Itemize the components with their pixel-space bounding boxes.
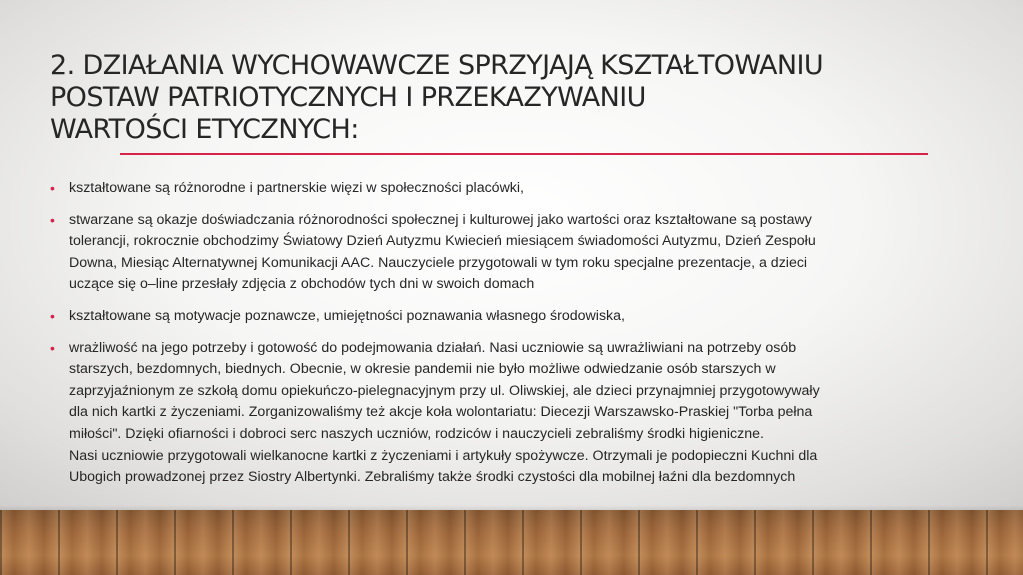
slide-title xyxy=(50,50,970,146)
wooden-floor-decoration xyxy=(0,510,1023,575)
bullet-marker: • xyxy=(50,339,55,356)
bullet-text-line: kształtowane są motywacje poznawcze, umiejętności poznawania własnego środowiska, xyxy=(69,307,625,324)
bullet-text-line: miłości". Dzięki ofiarności i dobroci serc naszych uczniów, rodziców i nauczycieli zebraliśmy środki higieniczne. xyxy=(69,425,764,442)
bullet-item xyxy=(50,210,950,296)
bullet-item xyxy=(50,338,950,489)
title-divider xyxy=(120,153,928,155)
bullet-marker: • xyxy=(50,180,55,196)
bullet-text-line: dla nich kartki z życzeniami. Zorganizowaliśmy też akcje koła wolontariatu: Diecezji Warszawsko-Praskiej "Torba pełna xyxy=(69,404,813,421)
slide-title-line: WARTOŚCI ETYCZNYCH: xyxy=(50,114,359,145)
bullet-text-line: Downa, Miesiąc Alternatywnej Komunikacji AAC. Nauczyciele przygotowali w tym roku specjalne prezentacje, a dzieci xyxy=(69,254,808,271)
bullet-text-line: stwarzane są okazje doświadczania różnorodności społecznej i kulturowej jako wartości oraz kształtowane są postawy xyxy=(69,211,812,228)
bullet-marker: • xyxy=(50,307,55,324)
bullet-item xyxy=(50,178,950,200)
slide-title-line: POSTAW PATRIOTYCZNYCH I PRZEKAZYWANIU xyxy=(50,82,646,113)
bullet-text-line: uczące się o–line przesłały zdjęcia z obchodów tych dni w swoich domach xyxy=(69,276,535,293)
bullet-marker: • xyxy=(50,211,55,228)
slide-title-line: 2. DZIAŁANIA WYCHOWAWCZE SPRZYJAJĄ KSZTAŁTOWANIU xyxy=(50,50,824,81)
bullet-list xyxy=(50,178,950,499)
bullet-text-line: tolerancji, rokrocznie obchodzimy Światowy Dzień Autyzmu Kwiecień miesiącem świadomości Autyzmu, Dzień Zespołu xyxy=(69,233,816,250)
bullet-item xyxy=(50,306,950,328)
bullet-text-line: wrażliwość na jego potrzeby i gotowość do podejmowania działań. Nasi uczniowie są uwrażliwiani na potrzeby osób xyxy=(69,339,797,356)
bullet-text-line: starszych, bezdomnych, biednych. Obecnie, w okresie pandemii nie było możliwe odwiedzanie osób starszych w xyxy=(69,361,776,378)
bullet-text-line: Nasi uczniowie przygotowali wielkanocne kartki z życzeniami i artykuły spożywcze. Otrzymali je podopieczni Kuchni dla xyxy=(69,447,818,464)
bullet-text-line: kształtowane są różnorodne i partnerskie więzi w społeczności placówki, xyxy=(69,180,524,196)
bullet-text-line: zaprzyjaźnionym ze szkołą domu opiekuńczo-pielegnacyjnym przy ul. Oliwskiej, ale dzieci przynajmniej przygotowywały xyxy=(69,382,820,399)
bullet-text-line: Ubogich prowadzonej przez Siostry Albertynki. Zebraliśmy także środki czystości dla mobilnej łaźni dla bezdomnych xyxy=(69,469,796,486)
